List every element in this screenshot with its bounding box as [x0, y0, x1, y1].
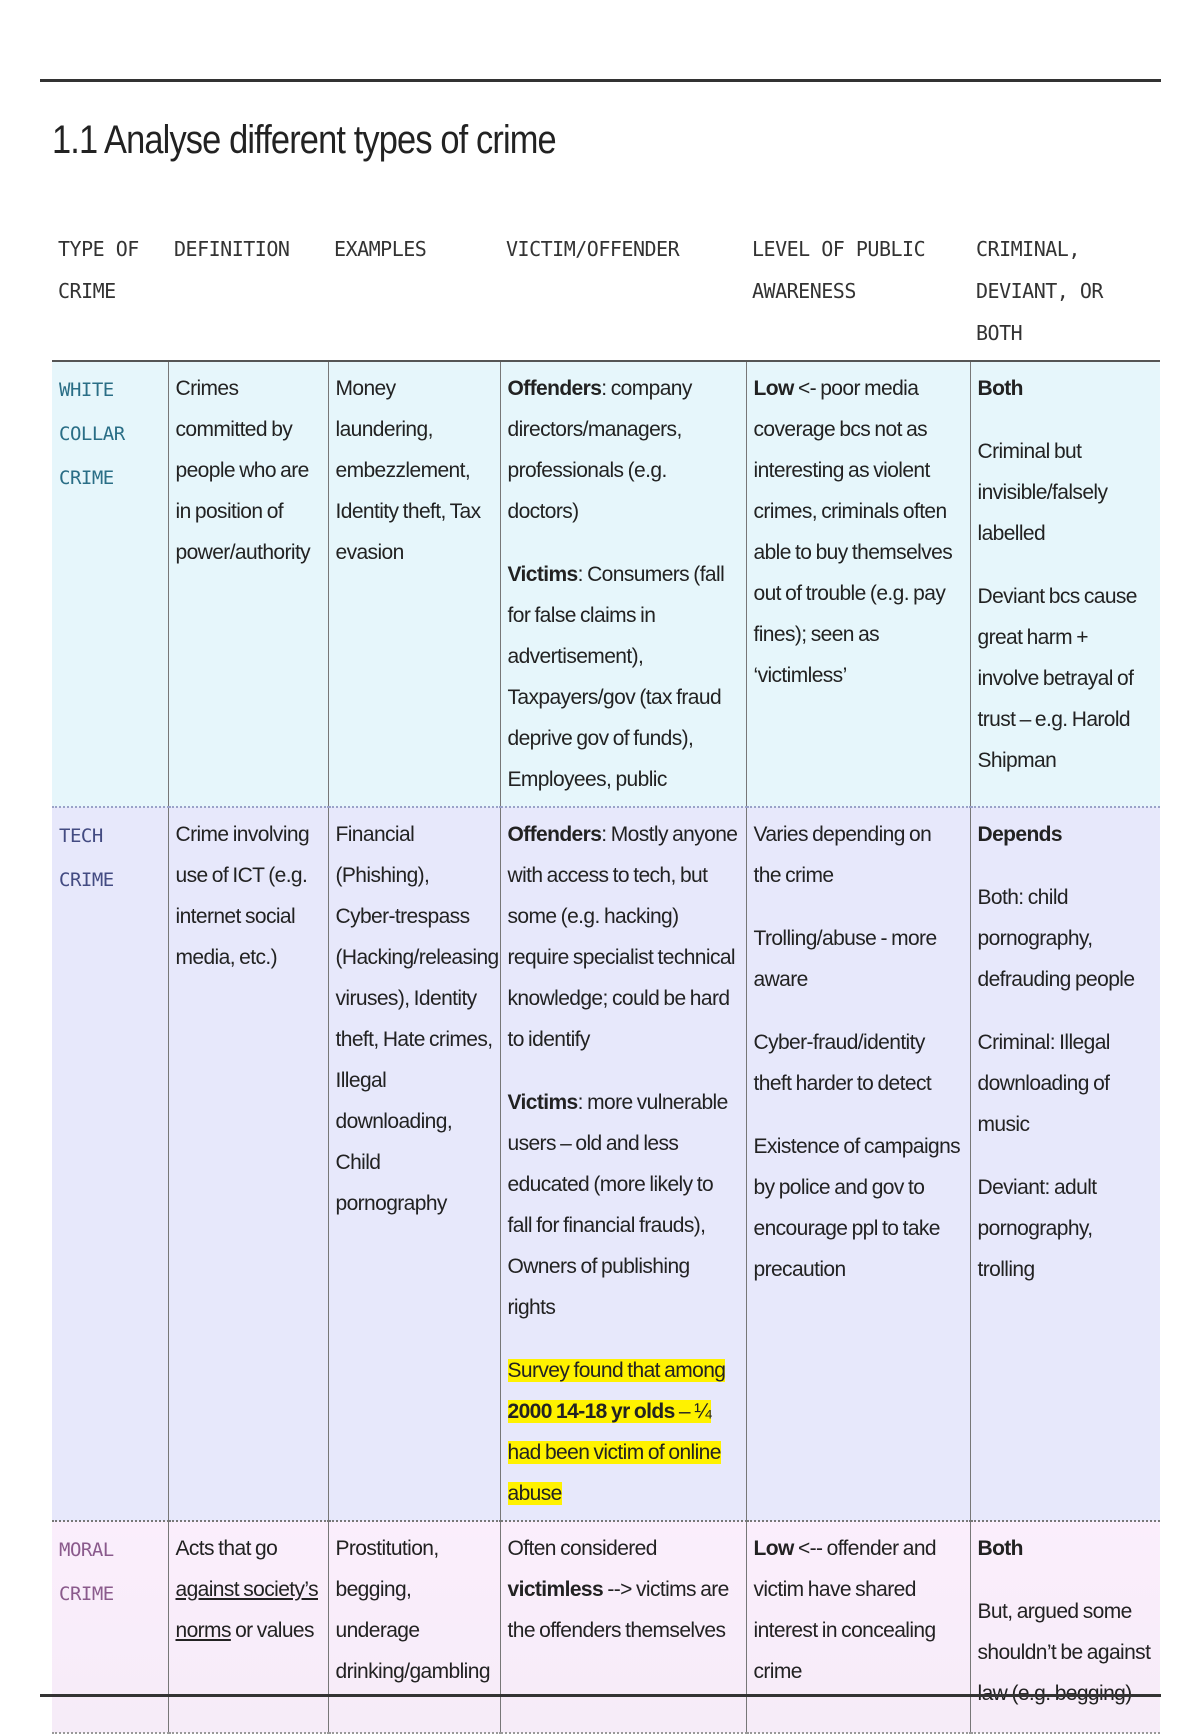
header-definition: DEFINITION: [168, 228, 328, 361]
crime-type: MORAL CRIME: [52, 1521, 168, 1733]
awareness-note: Existence of campaigns by police and gov to encourage ppl to take precaution: [753, 1135, 961, 1281]
header-victim-offender: VICTIM/OFFENDER: [500, 228, 746, 361]
table-row-white-collar: [52, 361, 1160, 807]
underlined-phrase: against society’s norms: [175, 1578, 318, 1642]
header-verdict: CRIMINAL, DEVIANT, OR BOTH: [970, 228, 1160, 361]
definition-cell: Crimes committed by people who are in position of power/authority: [168, 361, 328, 807]
victim-offender-cell: Often considered victimless --> victims are the offenders themselves: [500, 1521, 746, 1733]
verdict-note: Criminal: Illegal downloading of music: [977, 1031, 1110, 1136]
verdict-note: Criminal but invisible/falsely labelled: [977, 440, 1108, 545]
verdict-label: Both: [977, 1537, 1023, 1560]
awareness-text: <-- offender and victim have shared interest in concealing crime: [753, 1537, 936, 1683]
examples-cell: Prostitution, begging, underage drinking/gambling: [328, 1521, 500, 1733]
table-row-tech: [52, 807, 1160, 1521]
awareness-level: Low: [753, 1537, 794, 1560]
definition-cell: Crime involving use of ICT (e.g. internet social media, etc.): [168, 807, 328, 1521]
table-row-moral: [52, 1521, 1160, 1733]
verdict-cell: [970, 807, 1160, 1521]
victim-offender-cell: [500, 807, 746, 1521]
awareness-cell: [746, 807, 970, 1521]
definition-cell: Acts that go against society’s norms or values: [168, 1521, 328, 1733]
header-awareness: LEVEL OF PUBLIC AWARENESS: [746, 228, 970, 361]
page-title: 1.1 Analyse different types of crime: [52, 118, 556, 162]
awareness-note: Cyber-fraud/identity theft harder to detect: [753, 1031, 932, 1095]
verdict-label: Both: [977, 377, 1023, 400]
awareness-note: Varies depending on the crime: [753, 823, 932, 887]
awareness-note: Trolling/abuse - more aware: [753, 927, 937, 991]
victims-text: : more vulnerable users – old and less educated (more likely to fall for financial frauds), Owners of publishing rights: [507, 1091, 728, 1319]
examples-cell: Money laundering, embezzlement, Identity theft, Tax evasion: [328, 361, 500, 807]
offenders-text: : company directors/managers, professionals (e.g. doctors): [507, 377, 692, 523]
verdict-note: Deviant bcs cause great harm + involve betrayal of trust – e.g. Harold Shipman: [977, 585, 1137, 772]
verdict-note: But, argued some shouldn’t be against: [977, 1600, 1151, 1664]
offenders-paragraph: [508, 368, 739, 532]
crime-types-table: [52, 228, 1160, 1734]
verdict-label: Depends: [977, 823, 1062, 846]
victim-offender-cell: [500, 361, 746, 807]
table-header-row: [52, 228, 1160, 361]
victims-text: : Consumers (fall for false claims in advertisement), Taxpayers/gov (tax fraud deprive gov of funds), Employees, public: [507, 563, 725, 791]
header-examples: EXAMPLES: [328, 228, 500, 361]
awareness-cell: [746, 361, 970, 807]
verdict-cell: [970, 1521, 1160, 1733]
verdict-cell: [970, 361, 1160, 807]
offenders-label: Offenders: [507, 377, 602, 400]
offenders-text: : Mostly anyone with access to tech, but some (e.g. hacking) require specialist technical knowledge; could be hard to identify: [507, 823, 738, 1051]
top-rule: [40, 79, 1161, 82]
awareness-text: <- poor media coverage bcs not as interesting as violent crimes, criminals often able to buy themselves out of trouble (e.g. pay fines); seen as ‘victimless’: [753, 377, 953, 687]
victims-label: Victims: [507, 563, 578, 586]
awareness-level: Low: [753, 377, 794, 400]
victims-label: Victims: [507, 1091, 578, 1114]
verdict-note: Deviant: adult pornography, trolling: [977, 1176, 1097, 1281]
offenders-label: Offenders: [507, 823, 602, 846]
victims-paragraph: [508, 1082, 739, 1328]
header-type: TYPE OF CRIME: [52, 228, 168, 361]
offenders-paragraph: [508, 814, 739, 1060]
crime-type: TECH CRIME: [52, 807, 168, 1521]
bottom-rule: [40, 1694, 1161, 1697]
victims-paragraph: [508, 554, 739, 800]
verdict-note: Both: child pornography, defrauding people: [977, 886, 1135, 991]
survey-note: [508, 1350, 739, 1514]
crime-type: WHITE COLLAR CRIME: [59, 379, 125, 489]
awareness-cell: [746, 1521, 970, 1733]
survey-highlight: Survey found that among 2000 14-18 yr olds – ¼ had been victim of online abuse: [507, 1359, 726, 1505]
examples-cell: Financial (Phishing), Cyber-trespass (Hacking/releasing viruses), Identity theft, Hate crimes, Illegal downloading, Child pornography: [328, 807, 500, 1521]
